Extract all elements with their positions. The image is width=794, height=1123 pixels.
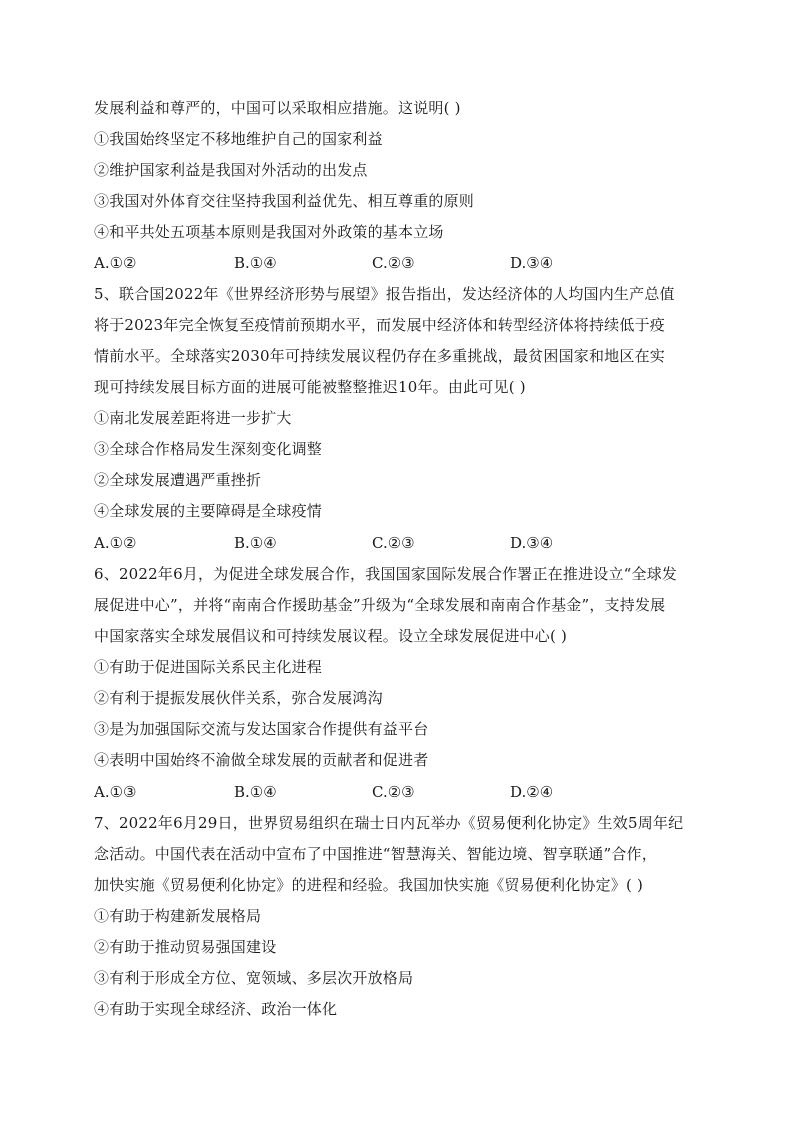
question-6-stem-line-2: 展促进中心”，并将“南南合作援助基金”升级为“全球发展和南南合作基金”，支持发展 bbox=[94, 596, 666, 614]
question-6-option-a[interactable]: A.①③ bbox=[94, 783, 137, 801]
question-5-statement-4: ④全球发展的主要障碍是全球疫情 bbox=[94, 502, 323, 520]
question-6-options bbox=[94, 782, 694, 802]
question-4-statement-1: ①我国始终坚定不移地维护自己的国家利益 bbox=[94, 130, 383, 148]
question-4-statement-4: ④和平共处五项基本原则是我国对外政策的基本立场 bbox=[94, 223, 444, 241]
question-7-stem-line-3: 加快实施《贸易便利化协定》的进程和经验。我国加快实施《贸易便利化协定》( ) bbox=[94, 876, 644, 894]
question-5-statement-1: ①南北发展差距将进一步扩大 bbox=[94, 409, 292, 427]
question-6-option-c[interactable]: C.②③ bbox=[372, 783, 415, 801]
question-6-statement-4: ④表明中国始终不渝做全球发展的贡献者和促进者 bbox=[94, 751, 429, 769]
question-7-statement-3: ③有利于形成全方位、宽领域、多层次开放格局 bbox=[94, 969, 414, 987]
question-4-statement-3: ③我国对外体育交往坚持我国利益优先、相互尊重的原则 bbox=[94, 192, 475, 210]
question-5-statement-2: ③全球合作格局发生深刻变化调整 bbox=[94, 440, 323, 458]
question-4-stem-end: 发展利益和尊严的，中国可以采取相应措施。这说明( ) bbox=[94, 99, 461, 117]
question-7-statement-4: ④有助于实现全球经济、政治一体化 bbox=[94, 1000, 338, 1018]
question-6-statement-1: ①有助于促进国际关系民主化进程 bbox=[94, 658, 323, 676]
question-4-option-a[interactable]: A.①② bbox=[94, 254, 137, 272]
question-6-statement-3: ③是为加强国际交流与发达国家合作提供有益平台 bbox=[94, 720, 429, 738]
question-6-stem-line-1: 6、2022年6月，为促进全球发展合作，我国国家国际发展合作署正在推进设立“全球发 bbox=[94, 565, 678, 583]
question-5-option-d[interactable]: D.③④ bbox=[510, 534, 554, 552]
question-5-options bbox=[94, 533, 694, 553]
question-4-options bbox=[94, 253, 694, 273]
question-7-statement-2: ②有助于推动贸易强国建设 bbox=[94, 938, 277, 956]
question-4-option-b[interactable]: B.①④ bbox=[234, 254, 277, 272]
question-6-option-d[interactable]: D.②④ bbox=[510, 783, 554, 801]
question-7-stem-line-2: 念活动。中国代表在活动中宣布了中国推进“智慧海关、智能边境、智享联通”合作， bbox=[94, 845, 657, 863]
question-5-stem-line-4: 现可持续发展目标方面的进展可能被整整推迟10年。由此可见( ) bbox=[94, 378, 526, 396]
question-4-option-c[interactable]: C.②③ bbox=[372, 254, 415, 272]
question-5-stem-line-1: 5、联合国2022年《世界经济形势与展望》报告指出，发达经济体的人均国内生产总值 bbox=[94, 285, 675, 303]
question-6-statement-2: ②有利于提振发展伙伴关系，弥合发展鸿沟 bbox=[94, 689, 383, 707]
question-4-statement-2: ②维护国家利益是我国对外活动的出发点 bbox=[94, 161, 368, 179]
question-5-stem-line-2: 将于2023年完全恢复至疫情前预期水平，而发展中经济体和转型经济体将持续低于疫 bbox=[94, 316, 665, 334]
question-7-statement-1: ①有助于构建新发展格局 bbox=[94, 907, 262, 925]
question-5-option-c[interactable]: C.②③ bbox=[372, 534, 415, 552]
question-6-stem-line-3: 中国家落实全球发展倡议和可持续发展议程。设立全球发展促进中心( ) bbox=[94, 627, 568, 645]
question-5-option-b[interactable]: B.①④ bbox=[234, 534, 277, 552]
question-7-stem-line-1: 7、2022年6月29日，世界贸易组织在瑞士日内瓦举办《贸易便利化协定》生效5周年纪 bbox=[94, 814, 684, 832]
question-6-option-b[interactable]: B.①④ bbox=[234, 783, 277, 801]
question-4-option-d[interactable]: D.③④ bbox=[510, 254, 554, 272]
question-5-statement-3: ②全球发展遭遇严重挫折 bbox=[94, 471, 262, 489]
question-5-stem-line-3: 情前水平。全球落实2030年可持续发展议程仍存在多重挑战，最贫困国家和地区在实 bbox=[94, 347, 665, 365]
question-5-option-a[interactable]: A.①② bbox=[94, 534, 137, 552]
